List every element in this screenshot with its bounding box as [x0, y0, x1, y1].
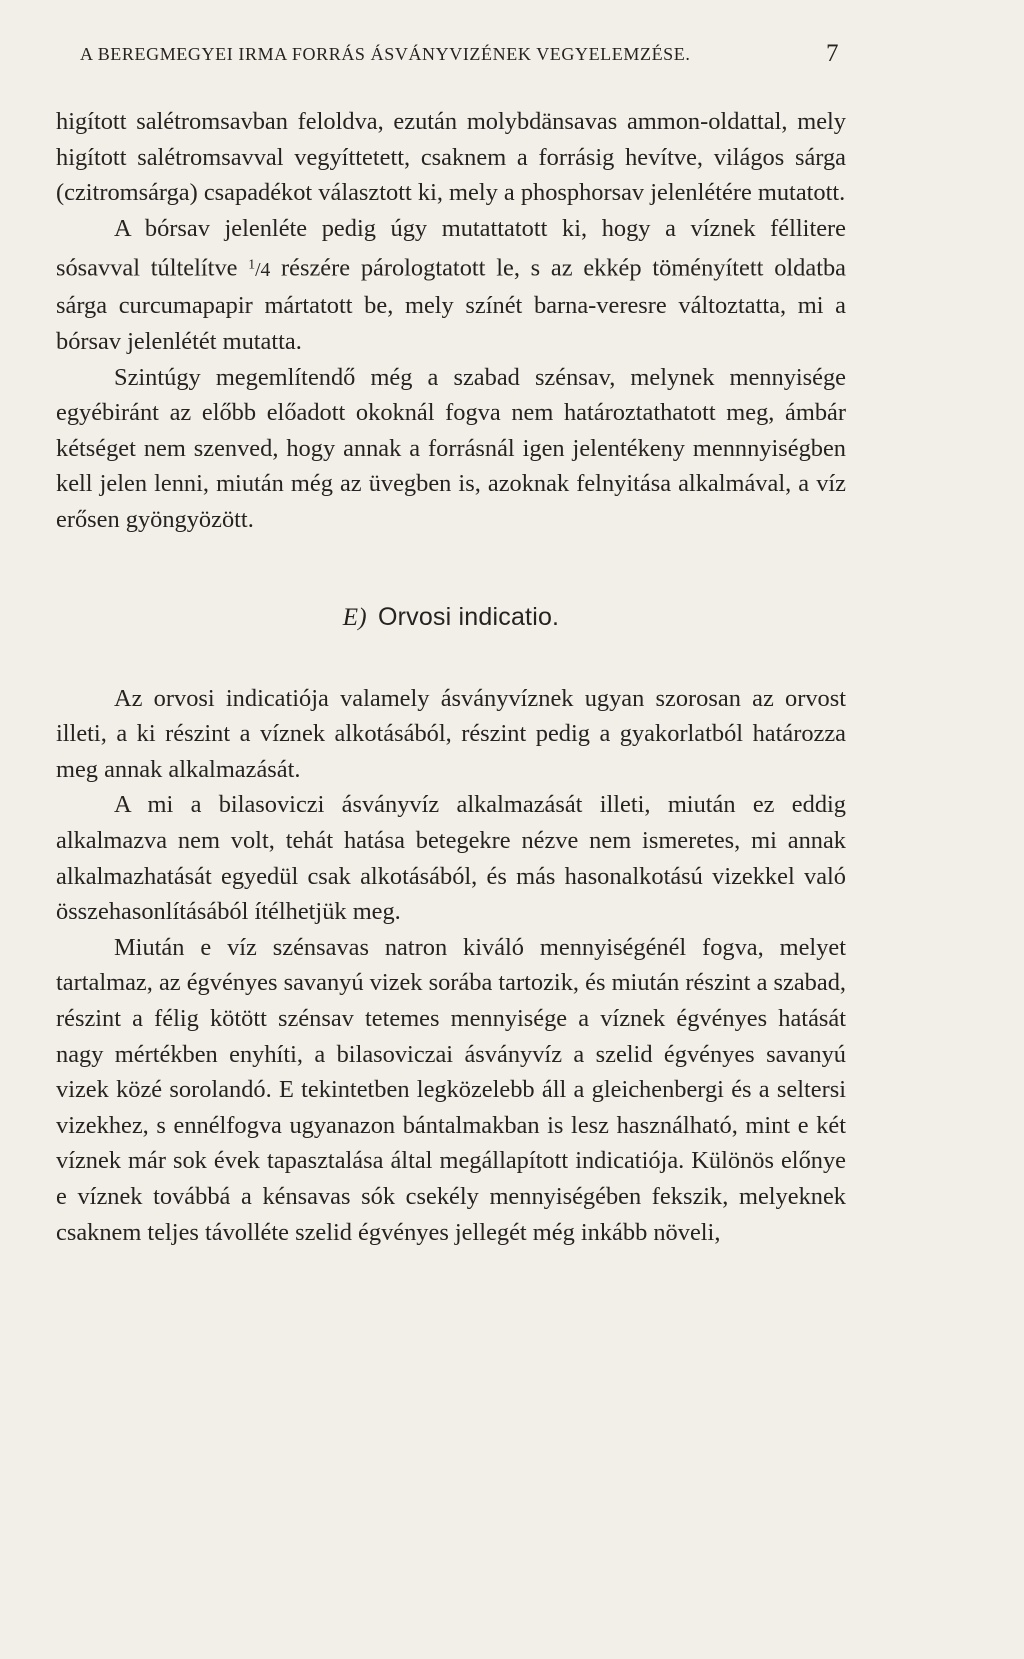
paragraph-text: A bórsav jelenléte pedig úgy mutattatott ki, hogy a víznek féllitere sósavval túltelítve — [56, 214, 846, 282]
fraction — [248, 256, 271, 281]
fraction-denominator: /4 — [255, 259, 271, 281]
paragraph-carbonic-acid: Szintúgy megemlítendő még a szabad szénsav, melynek mennyisége egyébiránt az előbb előadott okoknál fogva nem határoztathatott meg, ámbár kétséget nem szenved, hogy annak a forrásnál igen jelentékeny mennnyiségben kell jelen lenni, miután még az üvegben is, azoknak felnyitása alkalmával, a víz erősen gyöngyözött. — [56, 363, 846, 534]
paragraph-indication-intro: Az orvosi indicatiója valamely ásványvíznek ugyan szorosan az orvost illeti, a ki részint a víznek alkotásából, részint pedig a gyakorlatból határozza meg annak alkalmazását. — [56, 684, 846, 783]
paragraph-application: A mi a bilasoviczi ásványvíz alkalmazását illeti, miután ez eddig alkalmazva nem volt, tehát hatása betegekre nézve nem ismeretes, mi annak alkalmazhatását egyedül csak alkotásából, és más hasonalkotású vizekkel való összehasonlításából ítélhetjük meg. — [56, 791, 846, 926]
section-heading — [56, 600, 846, 635]
paragraph-text: részére párologtatott le, s az ekkép töményített oldatba sárga curcumapapir mártatott be, mely színét barna-veresre változtatta, mi a bórsav jelenlétét mutatta. — [56, 254, 846, 356]
text-column — [56, 104, 846, 1250]
fraction-numerator: 1 — [248, 256, 256, 272]
page-number: 7 — [826, 40, 839, 67]
paragraph-classification: Miután e víz szénsavas natron kiváló mennyiségénél fogva, melyet tartalmaz, az égvényes savanyú vizek sorába tartozik, és miután részint a szabad, részint a félig kötött szénsav tetemes mennyisége a víznek égvényes hatását nagy mértékben enyhíti, a bilasoviczai ásványvíz a szelid égvényes savanyú vizek közé sorolandó. E tekintetben legközelebb áll a gleichenbergi és a seltersi vizekhez, s ennélfogva ugyanazon bántalmakban is lesz használható, mint e két víznek már sok évek tapasztalása által megállapított indicatiója. Különös előnye e víznek továbbá a kénsavas sók csekély mennyiségében fekszik, melyeknek csaknem teljes távolléte szelid égvényes jellegét még inkább növeli, — [56, 933, 846, 1246]
running-header: A BEREGMEGYEI IRMA FORRÁS ÁSVÁNYVIZÉNEK VEGYELEMZÉSE. — [80, 44, 691, 64]
paragraph-continued: higított salétromsavban feloldva, ezután molybdänsavas ammon-oldattal, mely higított salétromsavval vegyíttetett, csaknem a forrásig hevítve, világos sárga (czitromsárga) csapadékot választott ki, mely a phosphorsav jelenlétére mutatott. — [56, 108, 846, 207]
section-title: Orvosi indicatio. — [377, 602, 560, 631]
paragraph-boric-acid — [56, 211, 846, 360]
section-letter: E) — [342, 603, 367, 631]
